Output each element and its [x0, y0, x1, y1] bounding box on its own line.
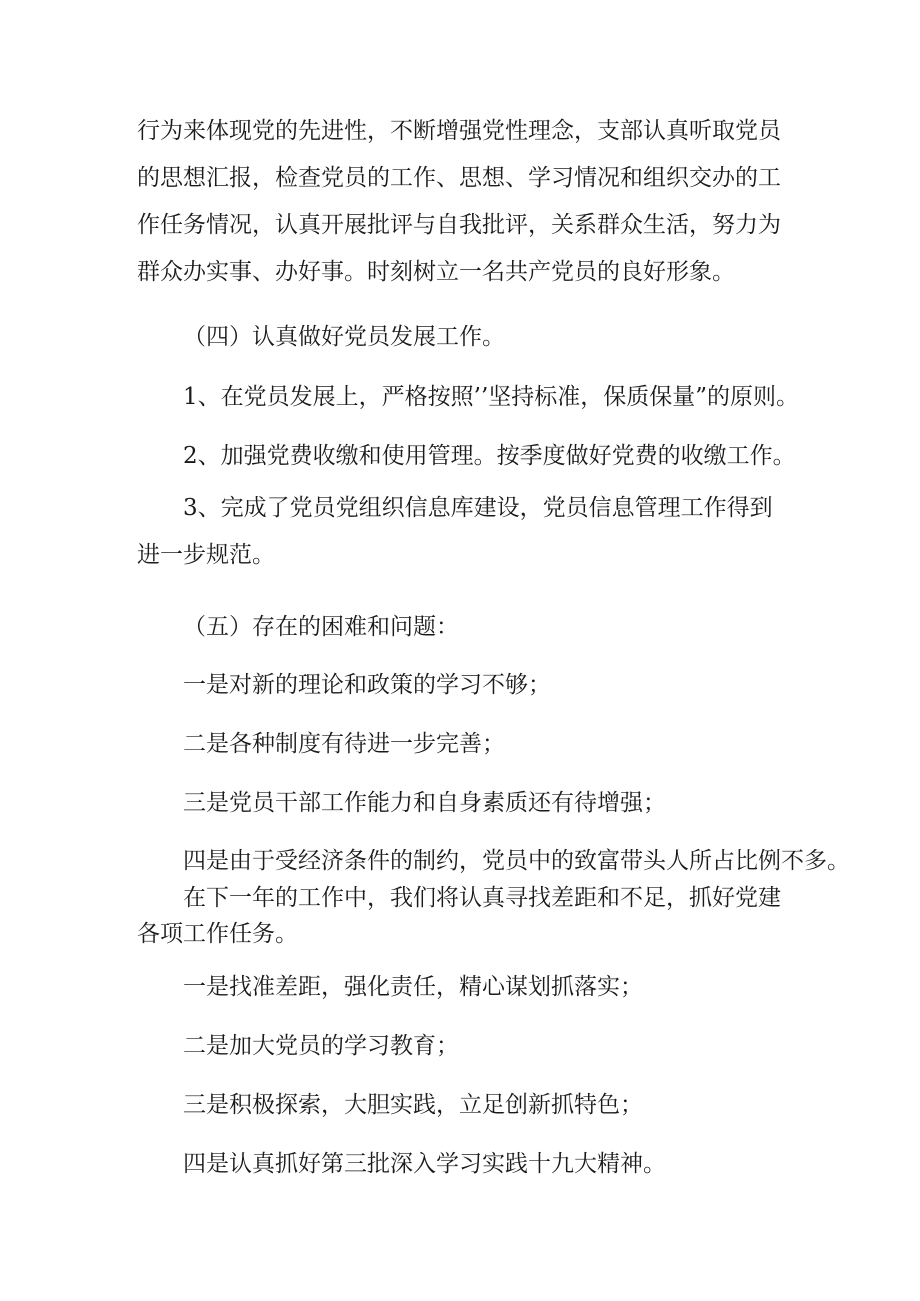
plan-item-2: 二是加大党员的学习教育； — [183, 1033, 459, 1059]
problem-item-3: 三是党员干部工作能力和自身素质还有待增强； — [183, 790, 666, 816]
problem-item-1: 一是对新的理论和政策的学习不够； — [183, 672, 551, 698]
plan-item-4: 四是认真抓好第三批深入学习实践十九大精神。 — [183, 1151, 666, 1177]
problem-item-4: 四是由于受经济条件的制约，党员中的致富带头人所占比例不多。 — [183, 848, 850, 874]
list-item-3: 3、完成了党员党组织信息库建设，党员信息管理工作得到进一步规范。 — [137, 495, 773, 568]
heading-section-5: （五）存在的困难和问题： — [183, 614, 459, 640]
heading-section-4: （四）认真做好党员发展工作。 — [183, 324, 505, 350]
list-item-2: 2、加强党费收缴和使用管理。按季度做好党费的收缴工作。 — [183, 443, 796, 469]
list-item-1: 1、在党员发展上，严格按照’’坚持标准，保质保量”的原则。 — [183, 384, 800, 410]
paragraph-next-year: 在下一年的工作中，我们将认真寻找差距和不足，抓好党建各项工作任务。 — [137, 885, 781, 947]
problem-item-2: 二是各种制度有待进一步完善； — [183, 731, 505, 757]
plan-item-1: 一是找准差距，强化责任，精心谋划抓落实； — [183, 974, 643, 1000]
plan-item-3: 三是积极探索，大胆实践，立足创新抓特色； — [183, 1092, 643, 1118]
paragraph-party-advancement: 行为来体现党的先进性，不断增强党性理念，支部认真听取党员的思想汇报，检查党员的工作、思想、学习情况和组织交办的工作任务情况，认真开展批评与自我批评，关系群众生活，努力为群众办实事、办好事。时刻树立一名共产党员的良好形象。 — [137, 118, 781, 285]
